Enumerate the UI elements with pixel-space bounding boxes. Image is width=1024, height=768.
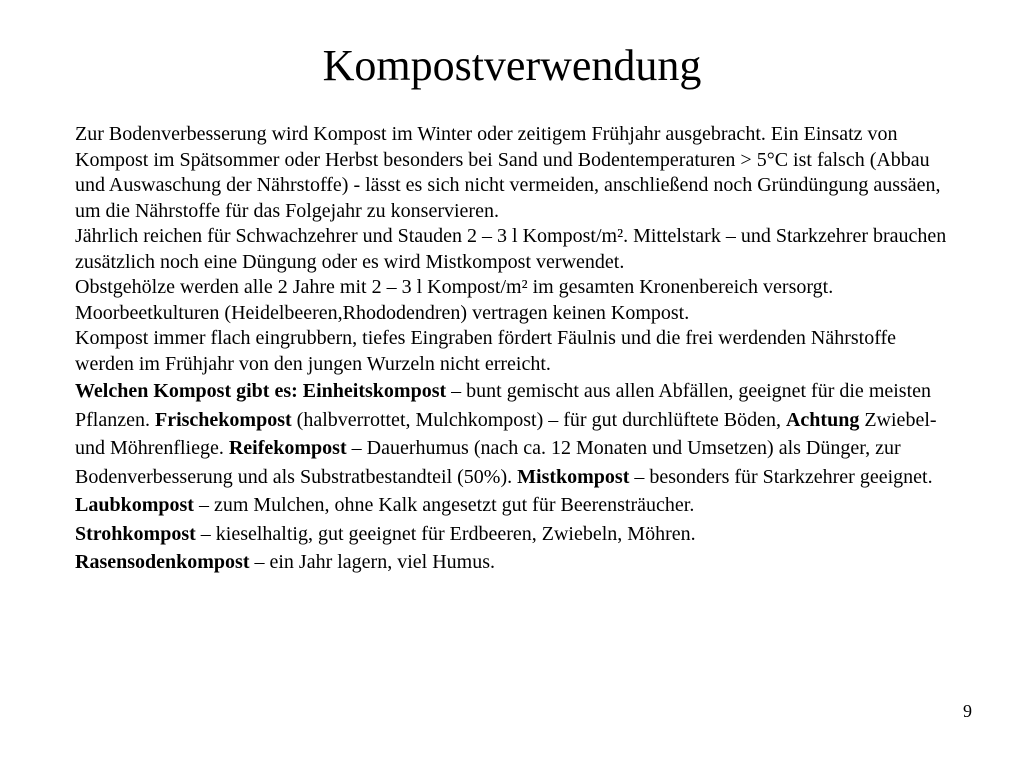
paragraph-compost-types [75,377,955,491]
compost-type-reife-text: – Dauerhumus (nach ca. 12 Monaten und Umsetzen) als Dünger, zur Bodenverbesserung und als Substratbestandteil (50%). [75,437,901,488]
compost-type-laub-label: Laubkompost [75,494,194,516]
paragraph-laub [75,491,955,520]
compost-type-rasensoden-label: Rasensodenkompost [75,551,250,573]
paragraph-rasensoden [75,548,955,577]
compost-type-stroh-label: Strohkompost [75,522,196,545]
compost-type-reife-label: Reifekompost [228,437,347,459]
compost-type-einheit-text: – bunt gemischt aus allen Abfällen, geeignet für die meisten Pflanzen. [75,380,932,431]
compost-type-stroh-text: – kieselhaltig, gut geeignet für Erdbeeren, Zwiebeln, Möhren. [195,522,696,545]
paragraph-incorporation: Kompost immer flach eingrubbern, tiefes Eingraben fördert Fäulnis und die frei werdenden Nährstoffe werden im Frühjahr von den jungen Wurzeln nicht erreicht. [75,327,897,375]
paragraph-stroh [75,520,955,549]
compost-type-einheit-label: Welchen Kompost gibt es: Einheitskompost [75,380,447,402]
achtung-label: Achtung [785,408,860,431]
compost-type-mist-text: – besonders für Starkzehrer geeignet. [629,465,933,488]
paragraph-annual-amount: Jährlich reichen für Schwachzehrer und Stauden 2 – 3 l Kompost/m². Mittelstark – und Starkzehrer brauchen zusätzlich noch eine Düngung oder es wird Mistkompost verwendet. [75,225,947,273]
slide-title: Kompostverwendung [322,41,702,90]
compost-type-frische-text: (halbverrottet, Mulchkompost) – für gut durchlüftete Böden, [291,408,786,431]
compost-type-mist-label: Mistkompost [517,465,630,488]
paragraph-fruit-trees: Obstgehölze werden alle 2 Jahre mit 2 – 3 l Kompost/m² im gesamten Kronenbereich versorgt. [75,276,834,298]
compost-type-laub-text: – zum Mulchen, ohne Kalk angesetzt gut für Beerensträucher. [193,494,695,516]
paragraph-application-timing: Zur Bodenverbesserung wird Kompost im Winter oder zeitigem Frühjahr ausgebracht. Ein Einsatz von Kompost im Spätsommer oder Herbst besonders bei Sand und Bodentemperaturen > 5°C ist falsch (Abbau und Auswaschung der Nährstoffe) - lässt es sich nicht vermeiden, anschließend noch Gründüngung aussäen, um die Nährstoffe für das Folgejahr zu konservieren. [75,123,941,222]
achtung-text: Zwiebel- und Möhrenfliege. [75,408,937,459]
page-number: 9 [963,701,972,721]
compost-type-rasensoden-text: – ein Jahr lagern, viel Humus. [249,551,495,573]
compost-type-frische-label: Frischekompost [154,408,292,431]
paragraph-moorbeet: Moorbeetkulturen (Heidelbeeren,Rhododendren) vertragen keinen Kompost. [75,301,690,324]
slide-body [75,122,955,577]
